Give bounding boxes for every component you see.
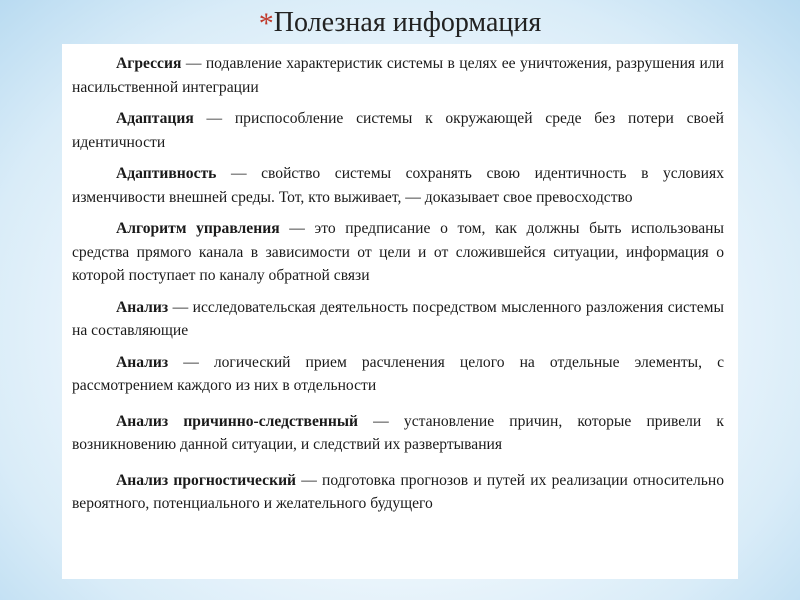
- entry-term: Анализ причинно-следственный: [116, 412, 359, 430]
- entry-definition: — исследовательская деятельность посредством мысленного разложения системы на составляющие: [72, 298, 724, 339]
- slide-title-text: Полезная информация: [273, 7, 542, 38]
- entry-definition: — приспособление системы к окружающей среде без потери своей идентичности: [72, 110, 724, 151]
- glossary-entry: [72, 410, 724, 457]
- entry-term: Адаптивность: [116, 165, 217, 182]
- asterisk-bullet-icon: *: [258, 7, 274, 40]
- glossary-entry: [72, 296, 724, 343]
- glossary-entry: [72, 52, 724, 99]
- entry-definition: — подавление характеристик системы в целях ее уничтожения, разрушения или насильственной интеграции: [72, 55, 724, 96]
- document-page: [62, 44, 738, 579]
- entry-term: Адаптация: [116, 110, 194, 127]
- glossary-entry: [72, 351, 724, 398]
- glossary-entry: [72, 107, 724, 154]
- entry-term: Анализ прогностический: [116, 471, 297, 489]
- entry-term: Анализ: [116, 353, 169, 371]
- glossary-entry: [72, 469, 724, 516]
- entry-definition: — свойство системы сохранять свою идентичность в условиях изменчивости внешней среды. Тот, кто выживает, — доказывает свое превосходство: [72, 165, 724, 206]
- entry-definition: — логический прием расчленения целого на отдельные элементы, с рассмотрением каждого из них в отдельности: [72, 353, 724, 394]
- glossary-entry: [72, 162, 724, 209]
- entry-definition: — установление причин, которые привели к возникновению данной ситуации, и следствий их развертывания: [72, 412, 724, 453]
- entry-definition: — подготовка прогнозов и путей их реализации относительно вероятного, потенциального и желательного будущего: [72, 471, 725, 512]
- slide-title: [0, 6, 800, 41]
- entry-term: Агрессия: [116, 55, 182, 72]
- glossary-entry: [72, 217, 724, 288]
- entry-term: Алгоритм управления: [116, 220, 280, 237]
- entry-definition: — это предписание о том, как должны быть использованы средства прямого канала в зависимости от цели и от сложившейся ситуации, информация о которой поступает по каналу обратной связи: [72, 220, 724, 284]
- entry-term: Анализ: [116, 298, 169, 316]
